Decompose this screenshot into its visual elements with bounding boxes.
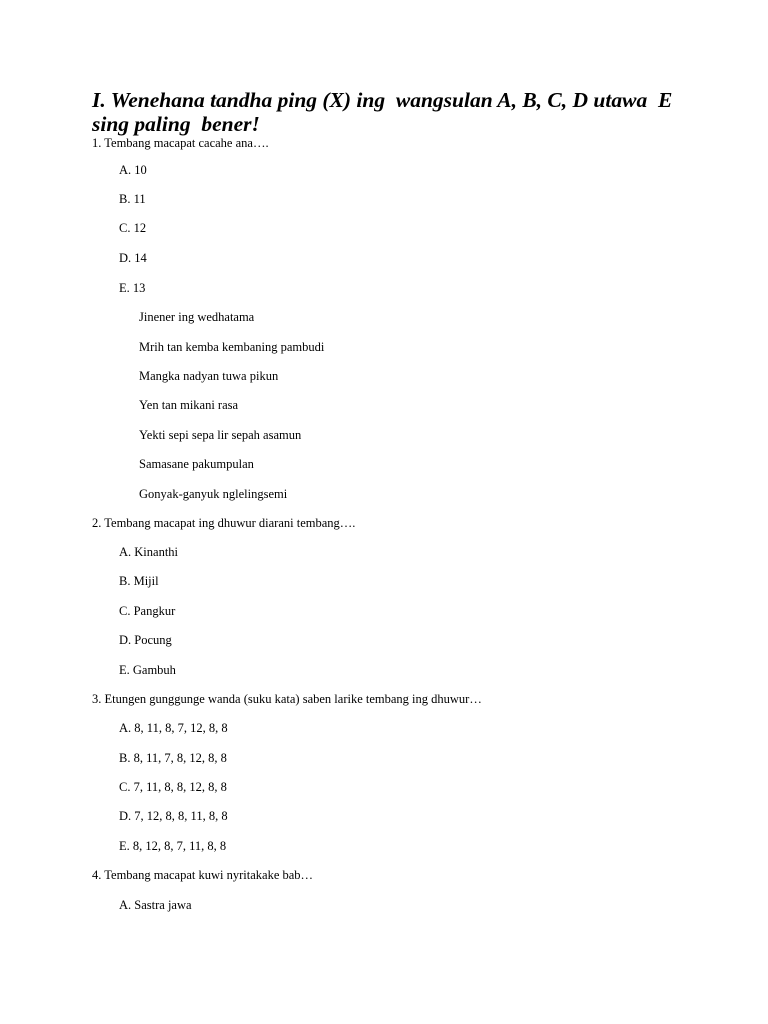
question-2-option-d: D. Pocung <box>119 633 172 647</box>
instruction-heading <box>92 88 712 136</box>
question-1-option-b: B. 11 <box>119 192 146 206</box>
question-3-option-e: E. 8, 12, 8, 7, 11, 8, 8 <box>119 839 227 853</box>
question-1-option-c: C. 12 <box>119 221 147 235</box>
poem-line-3: Mangka nadyan tuwa pikun <box>139 369 279 383</box>
question-3-option-c: C. 7, 11, 8, 8, 12, 8, 8 <box>119 780 227 794</box>
question-4: 4. Tembang macapat kuwi nyritakake bab… <box>92 868 314 882</box>
poem-line-1: Jinener ing wedhatama <box>139 310 255 324</box>
instruction-heading-line-2: sing paling bener! <box>92 112 260 136</box>
question-2-option-b: B. Mijil <box>119 574 159 588</box>
question-1: 1. Tembang macapat cacahe ana…. <box>92 136 269 150</box>
question-2-option-c: C. Pangkur <box>119 604 176 618</box>
question-2: 2. Tembang macapat ing dhuwur diarani tembang…. <box>92 516 356 530</box>
question-3-option-d: D. 7, 12, 8, 8, 11, 8, 8 <box>119 809 228 823</box>
poem-line-4: Yen tan mikani rasa <box>139 398 239 412</box>
question-3-option-a: A. 8, 11, 8, 7, 12, 8, 8 <box>119 721 228 735</box>
question-2-option-e: E. Gambuh <box>119 663 176 677</box>
instruction-heading-line-1: I. Wenehana tandha ping (X) ing wangsulan A, B, C, D utawa E <box>92 88 673 112</box>
question-1-option-e: E. 13 <box>119 281 146 295</box>
poem-line-5: Yekti sepi sepa lir sepah asamun <box>139 428 302 442</box>
poem-line-2: Mrih tan kemba kembaning pambudi <box>139 340 325 354</box>
question-1-option-d: D. 14 <box>119 251 147 265</box>
question-4-option-a: A. Sastra jawa <box>119 898 192 912</box>
question-1-option-a: A. 10 <box>119 163 147 177</box>
poem-line-6: Samasane pakumpulan <box>139 457 254 471</box>
question-2-option-a: A. Kinanthi <box>119 545 179 559</box>
question-3-option-b: B. 8, 11, 7, 8, 12, 8, 8 <box>119 751 227 765</box>
poem-line-7: Gonyak-ganyuk nglelingsemi <box>139 487 288 501</box>
question-3: 3. Etungen gunggunge wanda (suku kata) saben larike tembang ing dhuwur… <box>92 692 482 706</box>
